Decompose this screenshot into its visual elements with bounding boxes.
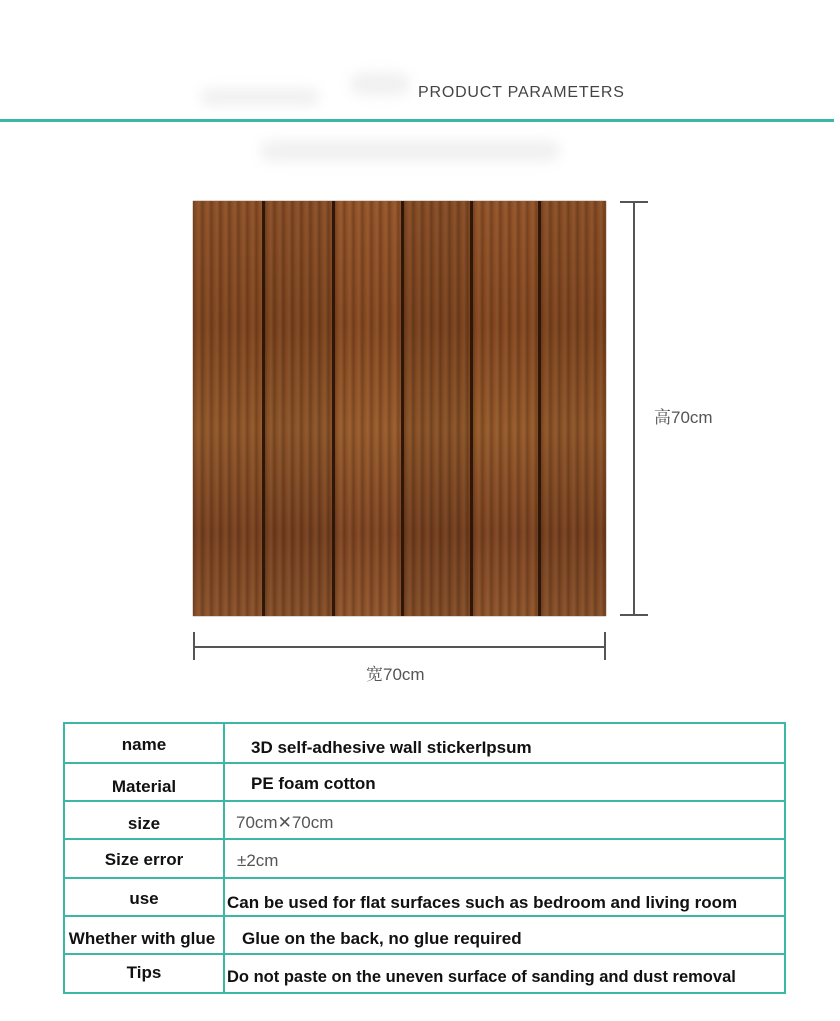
- spec-value: 3D self-adhesive wall stickerIpsum: [251, 738, 532, 757]
- wood-plank: [335, 201, 401, 616]
- background-smudge: [200, 88, 320, 106]
- spec-name: Tips: [126, 963, 162, 982]
- header-divider: [0, 119, 834, 122]
- spec-name: use: [129, 889, 159, 908]
- column-divider: [223, 764, 225, 800]
- spec-value: Can be used for flat surfaces such as bedroom and living room: [227, 893, 738, 912]
- table-row: [65, 802, 784, 840]
- spec-value: ±2cm: [237, 851, 279, 870]
- wood-plank: [473, 201, 538, 616]
- table-row: [65, 764, 784, 802]
- spec-name: Size error: [104, 850, 184, 869]
- table-row: [65, 879, 784, 917]
- width-dimension-line: [194, 646, 606, 648]
- page-title: PRODUCT PARAMETERS: [418, 84, 625, 101]
- spec-value: 70cm✕70cm: [236, 813, 334, 832]
- column-divider: [223, 724, 225, 762]
- background-smudge: [350, 72, 410, 96]
- wood-panel-image: [193, 201, 606, 616]
- table-row: [65, 724, 784, 764]
- column-divider: [223, 917, 225, 953]
- spec-name: Material: [111, 777, 177, 796]
- column-divider: [223, 802, 225, 838]
- height-dimension-cap-bottom: [620, 614, 648, 616]
- background-smudge: [260, 140, 560, 162]
- spec-name: name: [121, 735, 167, 754]
- spec-name: size: [127, 814, 161, 833]
- height-dimension-label: 高70cm: [654, 408, 713, 427]
- spec-name: Whether with glue: [68, 929, 216, 948]
- column-divider: [223, 840, 225, 877]
- spec-value: Glue on the back, no glue required: [242, 929, 522, 948]
- height-dimension-line: [633, 201, 635, 616]
- wood-plank: [541, 201, 606, 616]
- table-row: [65, 917, 784, 955]
- table-row: [65, 840, 784, 879]
- width-dimension-cap-right: [604, 632, 606, 660]
- wood-plank: [404, 201, 470, 616]
- column-divider: [223, 879, 225, 915]
- spec-value: PE foam cotton: [251, 774, 376, 793]
- spec-table: [63, 722, 786, 994]
- column-divider: [223, 955, 225, 992]
- wood-plank: [193, 201, 262, 616]
- spec-value: Do not paste on the uneven surface of sanding and dust removal: [227, 968, 736, 986]
- table-row: [65, 955, 784, 992]
- wood-plank: [265, 201, 332, 616]
- width-dimension-label: 宽70cm: [366, 665, 425, 684]
